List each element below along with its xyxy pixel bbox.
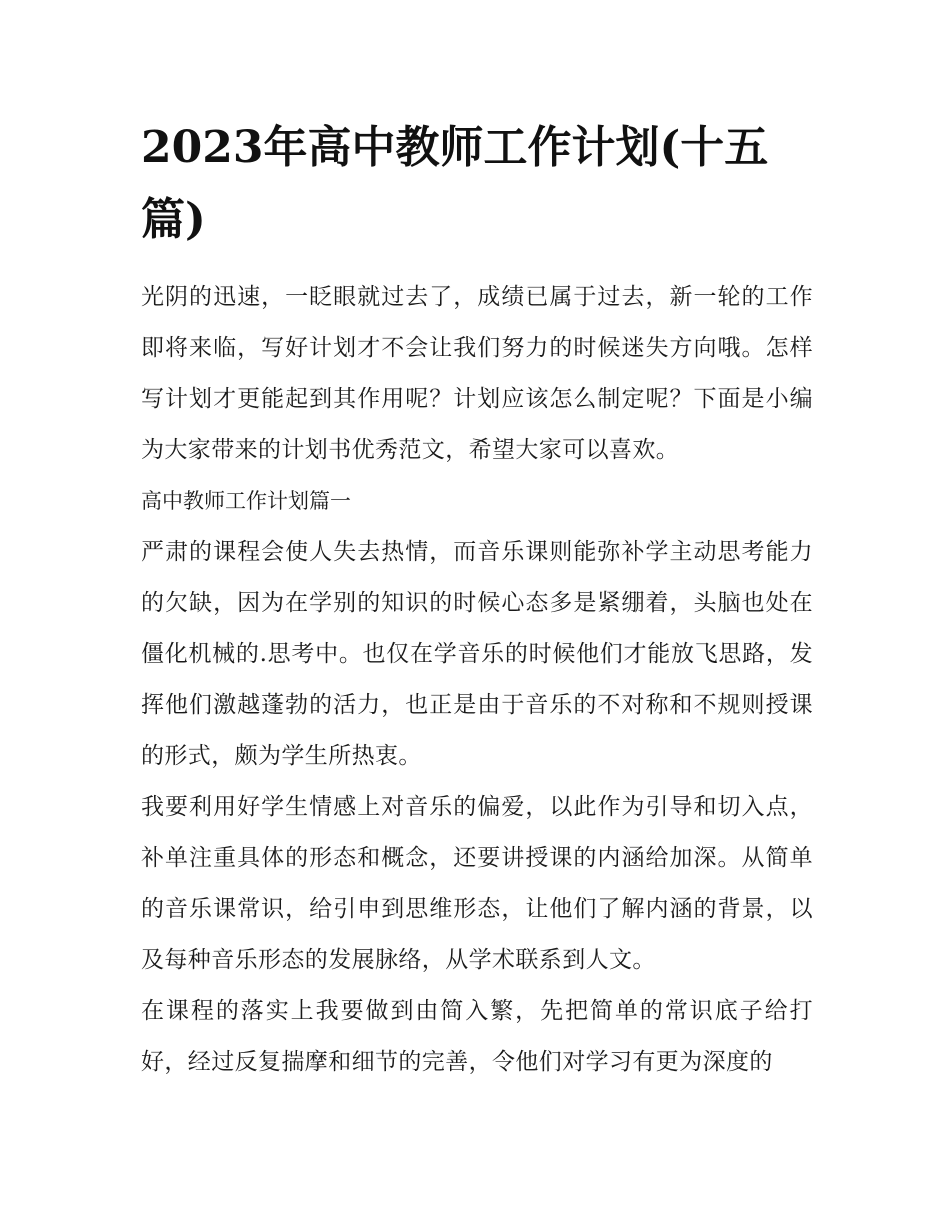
body-paragraph-1: 严肃的课程会使人失去热情，而音乐课则能弥补学主动思考能力的欠缺，因为在学别的知识的时候心态多是紧绷着，头脑也处在僵化机械的.思考中。也仅在学音乐的时候他们才能放飞思路，发挥他们激越蓬勃的活力，也正是由于音乐的不对称和不规则授课的形式，颇为学生所热衷。	[141, 539, 813, 769]
body-paragraph-3: 在课程的落实上我要做到由简入繁，先把简单的常识底子给打好，经过反复揣摩和细节的完善，令他们对学习有更为深度的	[141, 998, 813, 1075]
document-page	[141, 112, 813, 1088]
section-heading: 高中教师工作计划篇一	[141, 489, 351, 513]
body-paragraph-2: 我要利用好学生情感上对音乐的偏爱，以此作为引导和切入点，补单注重具体的形态和概念，还要讲授课的内涵给加深。从简单的音乐课常识，给引申到思维形态，让他们了解内涵的背景，以及每种音乐形态的发展脉络，从学术联系到人文。	[141, 794, 813, 973]
document-title: 2023年高中教师工作计划(十五篇)	[141, 122, 769, 245]
intro-paragraph: 光阴的迅速，一眨眼就过去了，成绩已属于过去，新一轮的工作即将来临，写好计划才不会让我们努力的时候迷失方向哦。怎样写计划才更能起到其作用呢？计划应该怎么制定呢？下面是小编为大家带来的计划书优秀范文，希望大家可以喜欢。	[141, 284, 813, 463]
